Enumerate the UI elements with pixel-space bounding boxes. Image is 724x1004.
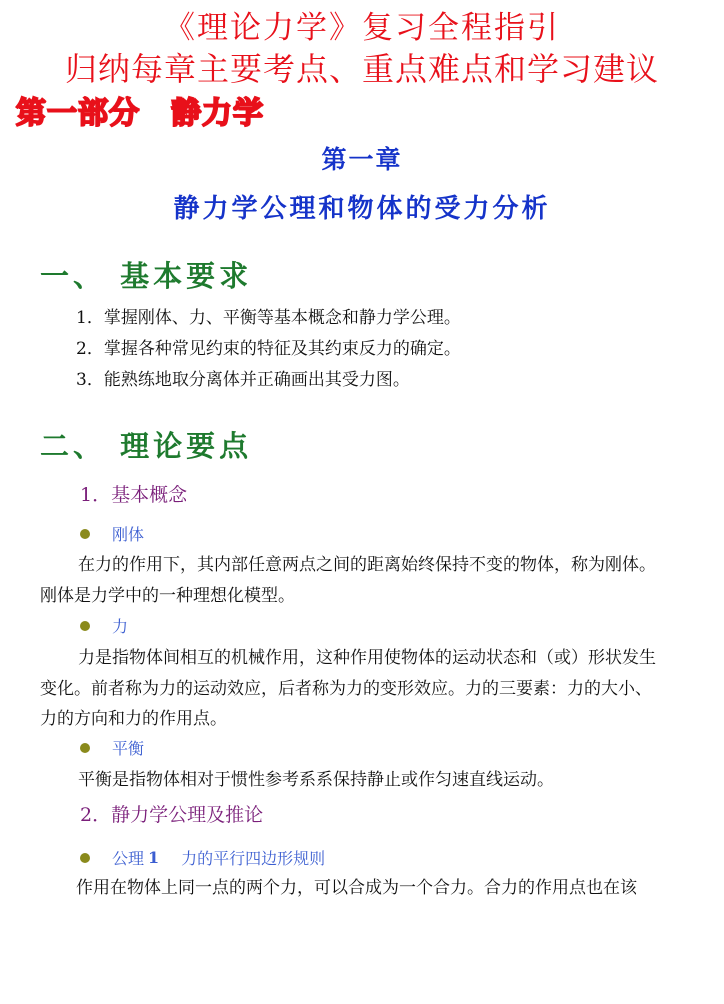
chapter-number: 第一章 [321,145,403,174]
bullet-rigid-body [80,522,144,545]
bullet-equilibrium [80,736,144,759]
requirement-item: 1．掌握刚体、力、平衡等基本概念和静力学公理。 [76,308,461,328]
bullet-label: 刚体 [112,525,145,544]
subheading-axioms: 2．静力学公理及推论 [80,804,264,826]
document-subtitle: 归纳每章主要考点、重点难点和学习建议 [64,50,659,88]
paragraph-line: 在力的作用下，其内部任意两点之间的距离始终保持不变的物体，称为刚体。 [78,555,656,575]
paragraph-line: 力的方向和力的作用点。 [40,709,227,729]
bullet-force [80,614,128,637]
axiom-number: 1 [148,848,160,867]
paragraph-line: 作用在物体上同一点的两个力，可以合成为一个合力。合力的作用点也在该 [76,878,637,898]
requirement-item: 2．掌握各种常见约束的特征及其约束反力的确定。 [76,339,461,359]
paragraph-line: 力是指物体间相互的机械作用，这种作用使物体的运动状态和（或）形状发生 [78,648,656,668]
bullet-dot-icon [80,621,90,631]
subheading-basic-concepts: 1．基本概念 [80,484,188,506]
bullet-label: 力 [112,617,129,636]
requirement-item: 3．能熟练地取分离体并正确画出其受力图。 [76,370,410,390]
bullet-dot-icon [80,853,90,863]
paragraph-line: 刚体是力学中的一种理想化模型。 [40,586,295,606]
chapter-title: 静力学公理和物体的受力分析 [173,194,551,224]
bullet-dot-icon [80,743,90,753]
bullet-label: 公理 [112,849,145,868]
axiom-name: 力的平行四边形规则 [181,849,326,868]
section-heading-requirements: 一、 基本要求 [40,259,253,293]
paragraph-line: 平衡是指物体相对于惯性参考系系保持静止或作匀速直线运动。 [78,770,554,790]
paragraph-line: 变化。前者称为力的运动效应，后者称为力的变形效应。力的三要素：力的大小、 [40,679,652,699]
bullet-axiom-1 [80,846,325,869]
bullet-label: 平衡 [112,739,145,758]
bullet-dot-icon [80,529,90,539]
document-title: 《理论力学》复习全程指引 [164,10,560,46]
part-title: 第一部分 静力学 [16,96,264,131]
section-heading-theory: 二、 理论要点 [40,429,253,463]
